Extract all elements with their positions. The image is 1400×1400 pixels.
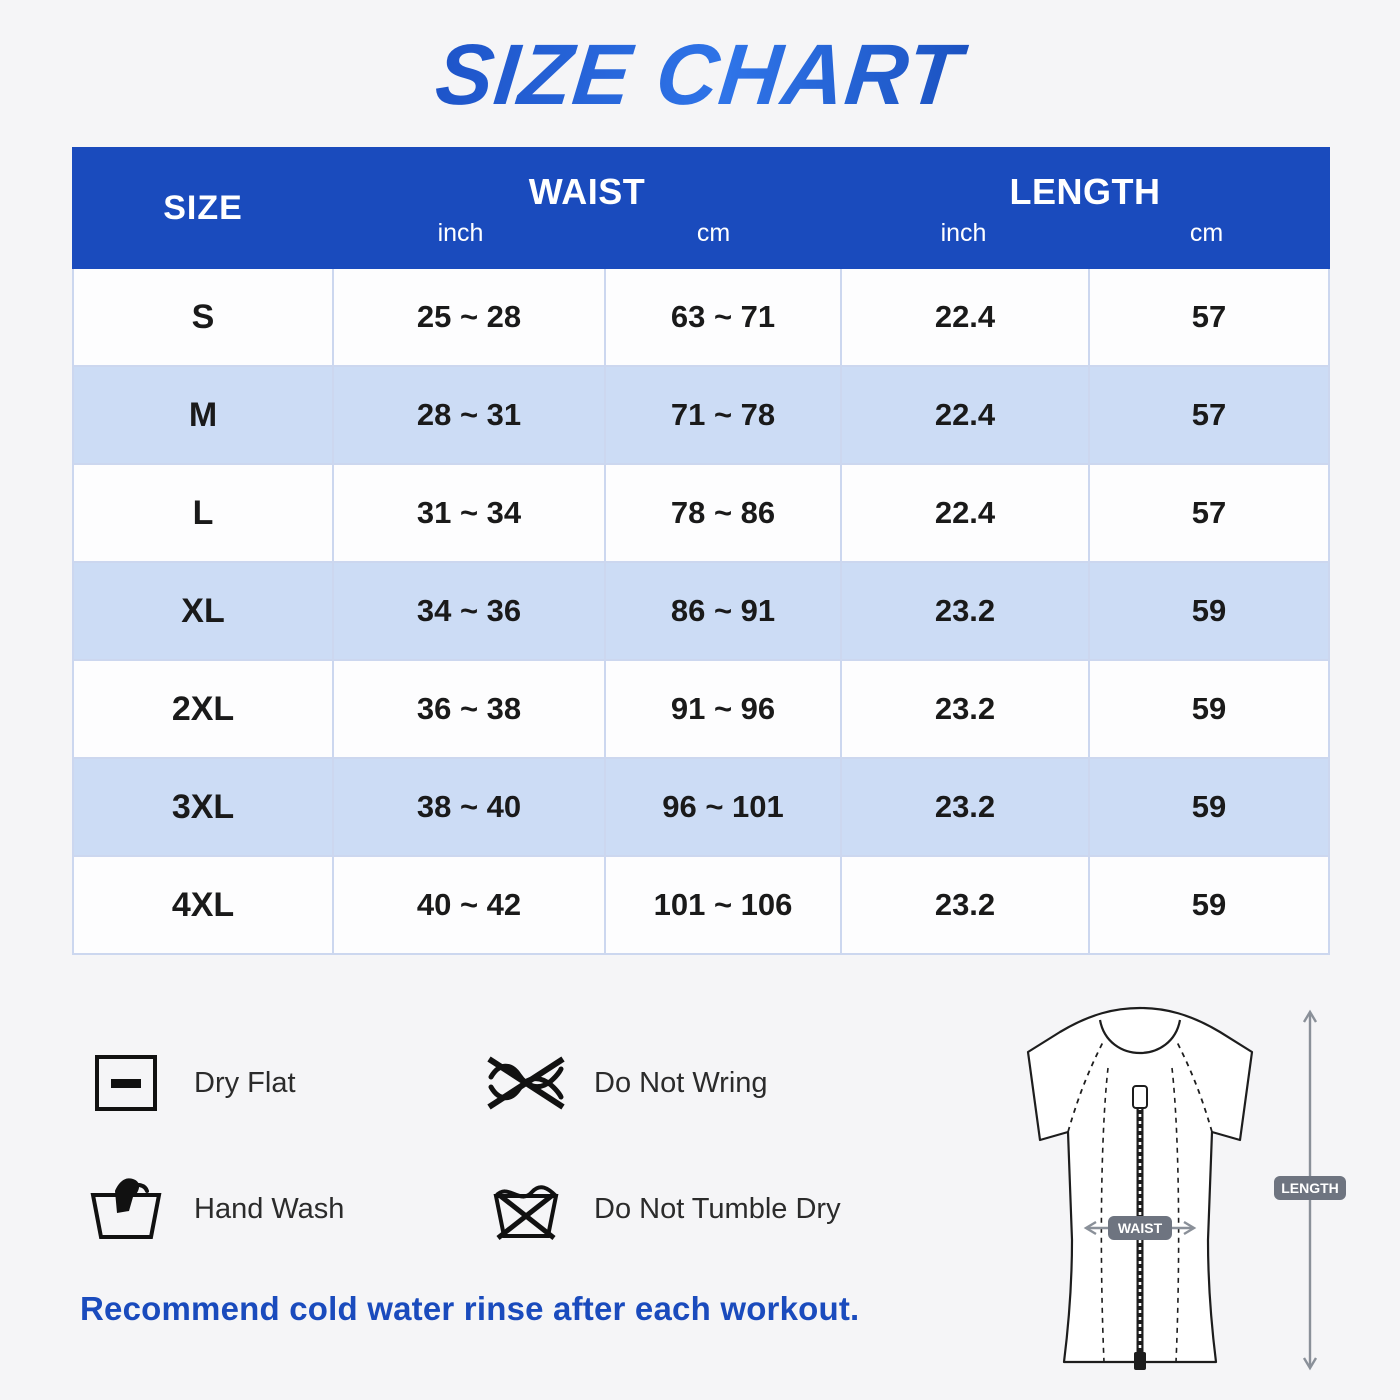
length-label: LENGTH bbox=[1281, 1180, 1339, 1196]
cell-length-cm: 59 bbox=[1089, 856, 1329, 954]
column-header-waist-cm: cm bbox=[696, 218, 731, 247]
care-instructions bbox=[80, 1020, 900, 1272]
care-row bbox=[80, 1020, 900, 1146]
cell-waist-inch: 25 ~ 28 bbox=[333, 268, 605, 366]
cell-size: 2XL bbox=[73, 660, 333, 758]
care-label: Dry Flat bbox=[194, 1066, 296, 1099]
table-row bbox=[73, 758, 1329, 856]
cell-waist-inch: 31 ~ 34 bbox=[333, 464, 605, 562]
recommendation-text: Recommend cold water rinse after each workout. bbox=[80, 1290, 860, 1327]
cell-length-inch: 23.2 bbox=[841, 758, 1089, 856]
table-row bbox=[73, 856, 1329, 954]
column-header-length-label: LENGTH bbox=[1009, 170, 1161, 212]
cell-length-cm: 59 bbox=[1089, 758, 1329, 856]
care-item-do-not-wring bbox=[480, 1041, 880, 1125]
cell-waist-cm: 78 ~ 86 bbox=[605, 464, 841, 562]
cell-length-inch: 22.4 bbox=[841, 366, 1089, 464]
care-label: Hand Wash bbox=[194, 1192, 345, 1225]
cell-waist-inch: 28 ~ 31 bbox=[333, 366, 605, 464]
cell-waist-inch: 38 ~ 40 bbox=[333, 758, 605, 856]
column-header-waist-inch: inch bbox=[437, 218, 484, 247]
cell-waist-inch: 40 ~ 42 bbox=[333, 856, 605, 954]
cell-waist-inch: 36 ~ 38 bbox=[333, 660, 605, 758]
cell-waist-cm: 96 ~ 101 bbox=[605, 758, 841, 856]
care-label: Do Not Tumble Dry bbox=[594, 1192, 841, 1225]
table-row bbox=[73, 660, 1329, 758]
cell-length-cm: 59 bbox=[1089, 562, 1329, 660]
size-chart-table bbox=[72, 147, 1330, 955]
table-body bbox=[73, 268, 1329, 954]
cell-length-cm: 57 bbox=[1089, 366, 1329, 464]
care-item-hand-wash bbox=[80, 1167, 480, 1251]
table-row bbox=[73, 562, 1329, 660]
table-row bbox=[73, 268, 1329, 366]
cell-waist-inch: 34 ~ 36 bbox=[333, 562, 605, 660]
cell-length-inch: 23.2 bbox=[841, 856, 1089, 954]
table-row bbox=[73, 366, 1329, 464]
cell-size: M bbox=[73, 366, 333, 464]
cell-waist-cm: 63 ~ 71 bbox=[605, 268, 841, 366]
cell-size: 3XL bbox=[73, 758, 333, 856]
cell-size: XL bbox=[73, 562, 333, 660]
cell-waist-cm: 86 ~ 91 bbox=[605, 562, 841, 660]
column-header-length-units bbox=[842, 213, 1328, 262]
cell-size: S bbox=[73, 268, 333, 366]
cell-length-cm: 57 bbox=[1089, 464, 1329, 562]
size-chart-table-wrapper bbox=[72, 147, 1328, 955]
do-not-tumble-dry-icon bbox=[480, 1167, 572, 1251]
cell-waist-cm: 71 ~ 78 bbox=[605, 366, 841, 464]
table-row bbox=[73, 464, 1329, 562]
page-title: SIZE CHART bbox=[0, 0, 1400, 125]
cell-length-inch: 22.4 bbox=[841, 268, 1089, 366]
column-header-waist-units bbox=[334, 213, 840, 262]
column-header-length-inch: inch bbox=[940, 218, 987, 247]
column-header-size: SIZE bbox=[73, 148, 333, 268]
garment-illustration bbox=[940, 990, 1360, 1390]
cell-waist-cm: 101 ~ 106 bbox=[605, 856, 841, 954]
table-header bbox=[73, 148, 1329, 268]
cell-length-cm: 57 bbox=[1089, 268, 1329, 366]
care-label: Do Not Wring bbox=[594, 1066, 768, 1099]
column-header-length bbox=[841, 148, 1329, 268]
cell-length-inch: 22.4 bbox=[841, 464, 1089, 562]
cell-length-inch: 23.2 bbox=[841, 660, 1089, 758]
cell-size: 4XL bbox=[73, 856, 333, 954]
care-row bbox=[80, 1146, 900, 1272]
care-item-do-not-tumble-dry bbox=[480, 1167, 880, 1251]
column-header-waist bbox=[333, 148, 841, 268]
cell-length-inch: 23.2 bbox=[841, 562, 1089, 660]
column-header-length-cm: cm bbox=[1189, 218, 1224, 247]
cell-waist-cm: 91 ~ 96 bbox=[605, 660, 841, 758]
column-header-waist-label: WAIST bbox=[528, 170, 646, 212]
cell-length-cm: 59 bbox=[1089, 660, 1329, 758]
care-item-dry-flat bbox=[80, 1041, 480, 1125]
do-not-wring-icon bbox=[480, 1041, 572, 1125]
waist-label: WAIST bbox=[1117, 1220, 1163, 1236]
cell-size: L bbox=[73, 464, 333, 562]
dry-flat-icon bbox=[80, 1041, 172, 1125]
hand-wash-icon bbox=[80, 1167, 172, 1251]
